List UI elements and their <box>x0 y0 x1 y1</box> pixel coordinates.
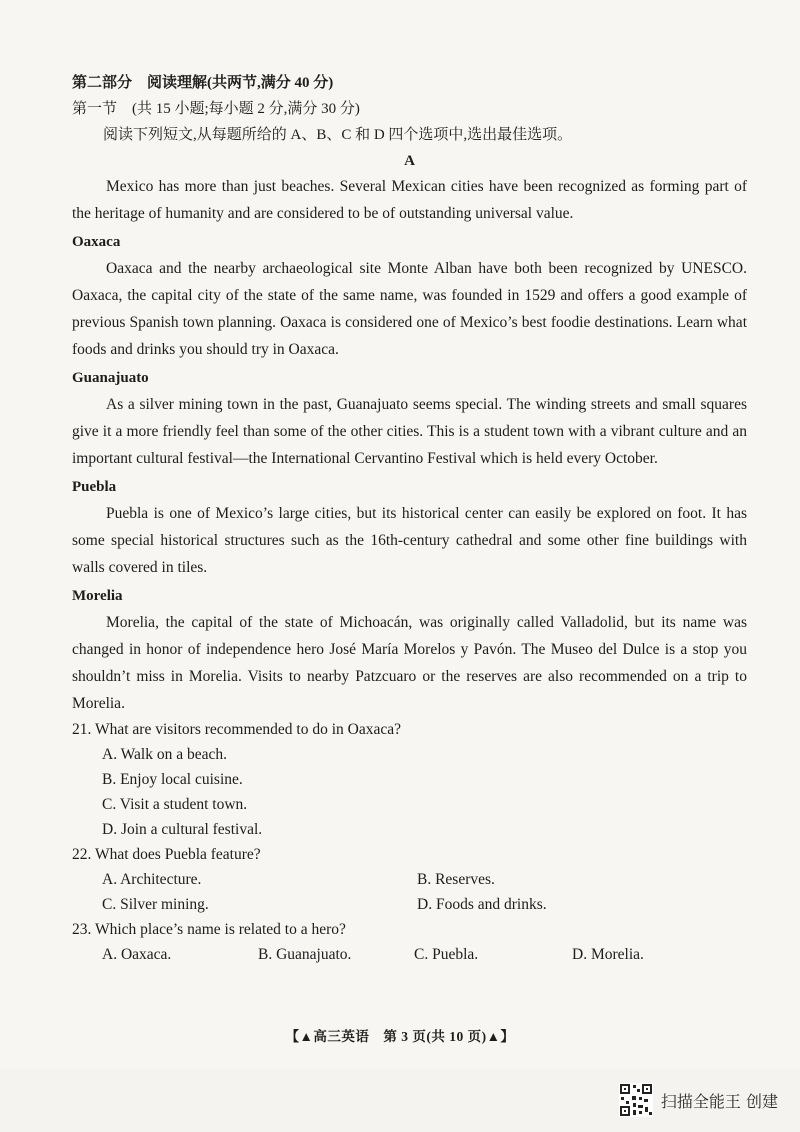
q22-options <box>102 867 747 917</box>
q23-option-b: B. Guanajuato. <box>258 946 352 963</box>
city-title-guanajuato: Guanajuato <box>72 370 149 386</box>
scanner-watermark-text: 扫描全能王 创建 <box>660 1091 778 1111</box>
q22-option-a: A. Architecture. <box>102 871 202 888</box>
q21-option-b: B. Enjoy local cuisine. <box>102 771 243 788</box>
question-21-stem: 21. What are visitors recommended to do in Oaxaca? <box>72 721 401 738</box>
q23-option-c: C. Puebla. <box>414 946 479 963</box>
q23-options <box>102 942 747 967</box>
passage-intro: Mexico has more than just beaches. Several Mexican cities have been recognized as forming part of the heritage of humanity and are considered to be of outstanding universal value. <box>72 178 747 222</box>
page-content <box>72 70 747 967</box>
subsection-header: 第一节 (共 15 小题;每小题 2 分,满分 30 分) <box>72 101 360 117</box>
section-header: 第二部分 阅读理解(共两节,满分 40 分) <box>72 75 334 91</box>
city-title-oaxaca: Oaxaca <box>72 234 121 250</box>
city-text-puebla: Puebla is one of Mexico’s large cities, but its historical center can easily be explored on foot. It has some special historical structures such as the 16th-century cathedral and some other fine buildings with walls covered in tiles. <box>72 505 747 576</box>
instruction: 阅读下列短文,从每题所给的 A、B、C 和 D 四个选项中,选出最佳选项。 <box>103 127 573 143</box>
city-text-oaxaca: Oaxaca and the nearby archaeological site Monte Alban have both been recognized by UNESCO. Oaxaca, the capital city of the state of the same name, was founded in 1529 and offers a good example of previous Spanish town planning. Oaxaca is considered one of Mexico’s best foodie destinations. Learn what foods and drinks you should try in Oaxaca. <box>72 260 747 358</box>
question-23-stem: 23. Which place’s name is related to a hero? <box>72 921 346 938</box>
city-title-morelia: Morelia <box>72 588 123 604</box>
q23-option-a: A. Oaxaca. <box>102 946 172 963</box>
q21-option-d: D. Join a cultural festival. <box>102 821 263 838</box>
q21-option-c: C. Visit a student town. <box>102 796 248 813</box>
q22-option-d: D. Foods and drinks. <box>417 896 547 913</box>
city-text-morelia: Morelia, the capital of the state of Michoacán, was originally called Valladolid, but its name was changed in honor of independence hero José María Morelos y Pavón. The Museo del Dulce is a stop you shouldn’t miss in Morelia. Visits to nearby Patzcuaro or the reserves are also recommended on a trip to Morelia. <box>72 614 747 712</box>
q22-option-c: C. Silver mining. <box>102 896 209 913</box>
q23-option-d: D. Morelia. <box>572 946 644 963</box>
page-footer: 【▲高三英语 第 3 页(共 10 页)▲】 <box>285 1029 515 1044</box>
city-title-puebla: Puebla <box>72 479 117 495</box>
question-22-stem: 22. What does Puebla feature? <box>72 846 261 863</box>
city-text-guanajuato: As a silver mining town in the past, Guanajuato seems special. The winding streets and small squares give it a more friendly feel than some of the other cities. This is a student town with a vibrant culture and an important cultural festival—the International Cervantino Festival which is held every October. <box>72 396 747 467</box>
passage-label: A <box>404 153 415 169</box>
q22-option-b: B. Reserves. <box>417 871 495 888</box>
scanner-watermark <box>619 1082 778 1118</box>
qr-code-icon <box>619 1083 653 1117</box>
q21-option-a: A. Walk on a beach. <box>102 746 228 763</box>
